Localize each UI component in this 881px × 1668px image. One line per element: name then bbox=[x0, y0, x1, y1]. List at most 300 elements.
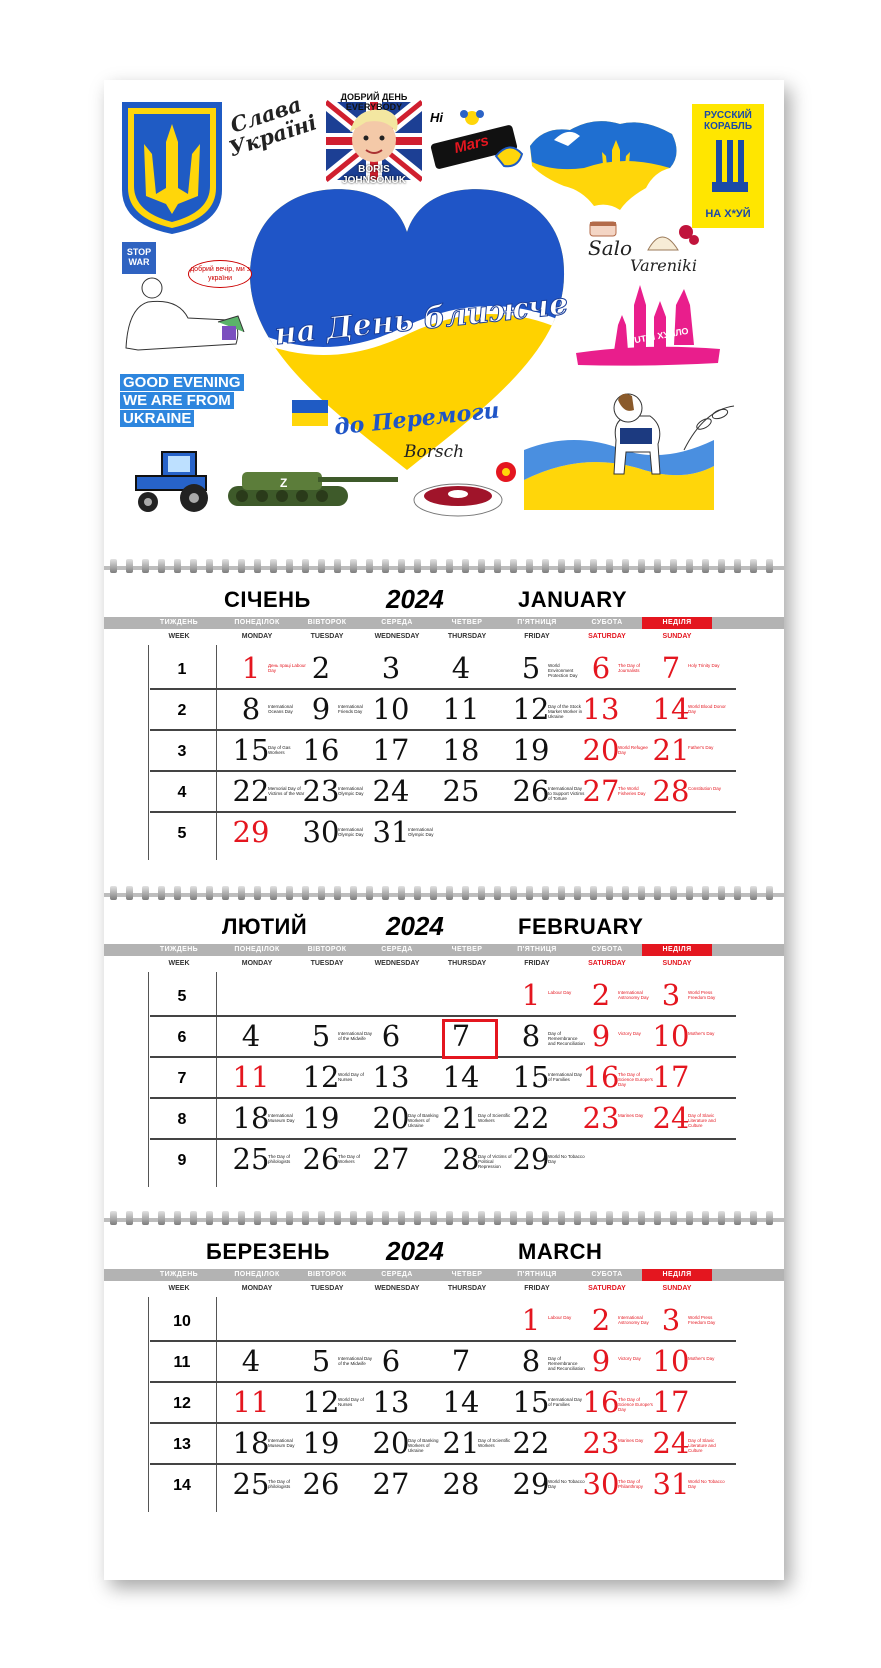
day-note: The Day of Workers bbox=[338, 1154, 361, 1164]
binding-ring-icon bbox=[286, 1211, 293, 1225]
weekday-header-ua: ВІВТОРОК bbox=[307, 619, 347, 626]
weekday-header-en: MONDAY bbox=[241, 633, 273, 640]
day-note: Mother's Day bbox=[688, 1356, 715, 1361]
week-number: 7 bbox=[177, 1070, 187, 1087]
day-cell[interactable]: 21 bbox=[652, 733, 690, 767]
month-name-en: FEBRUARY bbox=[518, 914, 644, 939]
binding-ring-icon bbox=[734, 886, 741, 900]
weekday-header-ua: НЕДІЛЯ bbox=[642, 1269, 712, 1281]
binding-ring-icon bbox=[638, 559, 645, 573]
day-cell[interactable]: 3 bbox=[661, 1303, 681, 1337]
day-cell[interactable]: 25 bbox=[232, 1467, 270, 1501]
day-cell[interactable]: 20 bbox=[372, 1426, 410, 1460]
day-note: Day of Scientific Workers bbox=[478, 1438, 511, 1448]
day-cell[interactable]: 21 bbox=[442, 1426, 480, 1460]
day-cell[interactable]: 20 bbox=[582, 733, 620, 767]
week-number: 10 bbox=[173, 1313, 191, 1330]
spiral-binding bbox=[104, 886, 784, 900]
weekday-header-en: FRIDAY bbox=[524, 1285, 550, 1292]
binding-ring-icon bbox=[142, 886, 149, 900]
day-cell[interactable]: 6 bbox=[381, 1344, 401, 1378]
binding-ring-icon bbox=[366, 886, 373, 900]
day-cell[interactable]: 12 bbox=[302, 1060, 340, 1094]
binding-ring-icon bbox=[350, 1211, 357, 1225]
row-divider bbox=[150, 1138, 736, 1140]
binding-ring-icon bbox=[110, 1211, 117, 1225]
day-cell[interactable]: 28 bbox=[442, 1142, 480, 1176]
binding-ring-icon bbox=[254, 886, 261, 900]
day-note: World Blood Donor Day bbox=[688, 704, 726, 714]
day-cell[interactable]: 3 bbox=[381, 651, 401, 685]
month-name-ua: СІЧЕНЬ bbox=[224, 587, 311, 612]
binding-ring-icon bbox=[510, 559, 517, 573]
weekday-header-ua: ТИЖДЕНЬ bbox=[159, 946, 199, 953]
weekday-header-ua: П'ЯТНИЦЯ bbox=[517, 1271, 557, 1278]
row-divider bbox=[150, 1463, 736, 1465]
day-note: Marines Day bbox=[618, 1113, 644, 1118]
binding-ring-icon bbox=[446, 1211, 453, 1225]
day-note: International Astronomy Day bbox=[618, 990, 649, 1000]
binding-ring-icon bbox=[270, 1211, 277, 1225]
binding-ring-icon bbox=[414, 1211, 421, 1225]
borsch-sticker bbox=[398, 442, 524, 526]
stop-text: STOP bbox=[126, 247, 152, 257]
day-cell[interactable]: 27 bbox=[372, 1467, 410, 1501]
week-number: 5 bbox=[177, 825, 187, 842]
day-cell[interactable]: 2 bbox=[591, 978, 611, 1012]
binding-ring-icon bbox=[238, 559, 245, 573]
day-cell[interactable]: 26 bbox=[512, 774, 550, 808]
day-cell[interactable]: 25 bbox=[232, 1142, 270, 1176]
day-note: World No Tobacco Day bbox=[548, 1154, 585, 1164]
day-cell[interactable]: 22 bbox=[232, 774, 270, 808]
korabl-line2: КОРАБЛЬ bbox=[703, 121, 753, 132]
leaves-sketch-icon bbox=[674, 400, 744, 460]
binding-ring-icon bbox=[334, 1211, 341, 1225]
row-divider bbox=[150, 1097, 736, 1099]
day-cell[interactable]: 20 bbox=[372, 1101, 410, 1135]
day-cell[interactable]: 26 bbox=[302, 1142, 340, 1176]
weekday-header-en: THURSDAY bbox=[447, 1285, 487, 1292]
binding-ring-icon bbox=[654, 1211, 661, 1225]
binding-ring-icon bbox=[222, 1211, 229, 1225]
day-note: World Press Freedom Day bbox=[688, 1315, 716, 1325]
day-note: World Environment Protection Day bbox=[548, 663, 578, 678]
binding-ring-icon bbox=[462, 559, 469, 573]
binding-ring-icon bbox=[446, 559, 453, 573]
binding-ring-icon bbox=[158, 886, 165, 900]
binding-ring-icon bbox=[462, 1211, 469, 1225]
day-cell[interactable]: 3 bbox=[661, 978, 681, 1012]
binding-ring-icon bbox=[702, 886, 709, 900]
day-cell[interactable]: 13 bbox=[372, 1385, 410, 1419]
weekday-header-en: SUNDAY bbox=[662, 1285, 692, 1292]
month-title-row bbox=[104, 908, 784, 942]
week-number: 14 bbox=[173, 1477, 191, 1494]
heart-top-text: на День ближче bbox=[272, 286, 570, 353]
day-cell[interactable]: 24 bbox=[652, 1426, 690, 1460]
day-cell[interactable]: 12 bbox=[302, 1385, 340, 1419]
binding-ring-icon bbox=[190, 1211, 197, 1225]
day-note: The Day of Philanthropy bbox=[618, 1479, 644, 1489]
day-note: Day of Scientific Workers bbox=[478, 1113, 511, 1123]
day-note: International Oceans Day bbox=[268, 704, 293, 714]
binding-ring-icon bbox=[174, 559, 181, 573]
day-cell[interactable]: 18 bbox=[232, 1101, 270, 1135]
binding-ring-icon bbox=[590, 1211, 597, 1225]
day-cell[interactable]: 5 bbox=[311, 1019, 331, 1053]
day-note: Day of Banking Workers of Ukraine bbox=[408, 1438, 439, 1453]
day-cell[interactable]: 2 bbox=[591, 1303, 611, 1337]
day-cell[interactable]: 13 bbox=[372, 1060, 410, 1094]
binding-ring-icon bbox=[702, 1211, 709, 1225]
binding-ring-icon bbox=[286, 559, 293, 573]
month-panel bbox=[104, 898, 784, 1198]
day-cell[interactable]: 7 bbox=[451, 1019, 471, 1053]
day-cell[interactable]: 14 bbox=[652, 692, 690, 726]
binding-ring-icon bbox=[750, 886, 757, 900]
weekday-header-en: WEEK bbox=[168, 633, 190, 640]
day-cell[interactable]: 29 bbox=[512, 1467, 550, 1501]
day-note: Victory Day bbox=[618, 1356, 641, 1361]
row-divider bbox=[150, 688, 736, 690]
row-divider bbox=[150, 1381, 736, 1383]
day-cell[interactable]: 15 bbox=[232, 733, 270, 767]
day-cell[interactable]: 19 bbox=[302, 1101, 340, 1135]
day-cell[interactable]: 7 bbox=[451, 1344, 471, 1378]
binding-ring-icon bbox=[286, 886, 293, 900]
week-number: 13 bbox=[173, 1436, 191, 1453]
day-cell[interactable]: 8 bbox=[241, 692, 261, 726]
binding-ring-icon bbox=[590, 559, 597, 573]
day-note: Day of Slavic Literature and Culture bbox=[688, 1113, 716, 1128]
day-cell[interactable]: 14 bbox=[442, 1060, 480, 1094]
war-text: WAR bbox=[128, 257, 150, 267]
grid-line-left bbox=[148, 972, 149, 1187]
month-panel bbox=[104, 1223, 784, 1545]
binding-ring-icon bbox=[558, 1211, 565, 1225]
binding-ring-icon bbox=[734, 559, 741, 573]
good-evening-sticker bbox=[120, 374, 266, 428]
day-cell[interactable]: 9 bbox=[311, 692, 331, 726]
binding-ring-icon bbox=[638, 886, 645, 900]
binding-ring-icon bbox=[126, 1211, 133, 1225]
binding-ring-icon bbox=[686, 559, 693, 573]
day-note: International Day of Families bbox=[548, 1397, 583, 1407]
day-cell[interactable]: 5 bbox=[311, 1344, 331, 1378]
weekday-header-en: WEDNESDAY bbox=[374, 633, 420, 640]
day-note: World Refugee Day bbox=[618, 745, 648, 755]
mars-text: Mars bbox=[452, 132, 491, 157]
day-cell[interactable]: 28 bbox=[442, 1467, 480, 1501]
day-cell[interactable]: 6 bbox=[381, 1019, 401, 1053]
day-cell[interactable]: 29 bbox=[232, 815, 270, 849]
binding-ring-icon bbox=[190, 886, 197, 900]
binding-ring-icon bbox=[206, 559, 213, 573]
calendar-header-art bbox=[104, 80, 784, 576]
day-cell[interactable]: 8 bbox=[521, 1344, 541, 1378]
day-note: Labour Day bbox=[548, 1315, 572, 1320]
day-cell[interactable]: 19 bbox=[512, 733, 550, 767]
month-year: 2024 bbox=[386, 911, 444, 941]
vareniki-label: Vareniki bbox=[630, 256, 697, 275]
month-year: 2024 bbox=[386, 584, 444, 614]
day-cell[interactable]: 31 bbox=[372, 815, 410, 849]
weekday-header-ua: ЧЕТВЕР bbox=[451, 1271, 483, 1278]
spiral-binding bbox=[104, 1211, 784, 1225]
binding-ring-icon bbox=[430, 886, 437, 900]
binding-ring-icon bbox=[382, 1211, 389, 1225]
binding-ring-icon bbox=[158, 1211, 165, 1225]
weekday-header-band bbox=[104, 1269, 784, 1281]
row-divider bbox=[150, 811, 736, 813]
day-note: Day of Slavic Literature and Culture bbox=[688, 1438, 716, 1453]
ge-line-2: WE ARE FROM bbox=[120, 392, 234, 409]
binding-ring-icon bbox=[526, 559, 533, 573]
day-cell[interactable]: 29 bbox=[512, 1142, 550, 1176]
day-cell[interactable]: 17 bbox=[372, 733, 410, 767]
binding-ring-icon bbox=[622, 1211, 629, 1225]
ge-line-1: GOOD EVENING bbox=[120, 374, 244, 391]
binding-ring-icon bbox=[174, 886, 181, 900]
day-cell[interactable]: 27 bbox=[372, 1142, 410, 1176]
day-cell[interactable]: 10 bbox=[652, 1019, 690, 1053]
day-note: World Press Freedom Day bbox=[688, 990, 716, 1000]
day-cell[interactable]: 16 bbox=[582, 1060, 620, 1094]
day-cell[interactable]: 16 bbox=[582, 1385, 620, 1419]
binding-ring-icon bbox=[206, 1211, 213, 1225]
day-cell[interactable]: 6 bbox=[591, 651, 611, 685]
weekday-header-en: THURSDAY bbox=[447, 633, 487, 640]
day-cell[interactable]: 8 bbox=[521, 1019, 541, 1053]
day-cell[interactable]: 27 bbox=[582, 774, 620, 808]
weekday-header-ua: П'ЯТНИЦЯ bbox=[517, 619, 557, 626]
boris-top-text: ДОБРИЙ ДЕНЬ EVERYBODY bbox=[340, 92, 408, 112]
binding-ring-icon bbox=[766, 1211, 773, 1225]
day-cell[interactable]: 15 bbox=[512, 1385, 550, 1419]
binding-ring-icon bbox=[366, 1211, 373, 1225]
korabl-line1: РУССКИЙ bbox=[704, 110, 752, 121]
day-note: International Museum Day bbox=[268, 1438, 295, 1448]
day-note: Day of Remembrance and Reconciliation bbox=[548, 1031, 585, 1046]
weekday-header-en: SATURDAY bbox=[588, 633, 626, 640]
day-cell[interactable]: 18 bbox=[232, 1426, 270, 1460]
week-number: 3 bbox=[177, 743, 187, 760]
weekday-header-ua: СЕРЕДА bbox=[381, 1271, 413, 1278]
day-note: World No Tobacco Day bbox=[548, 1479, 585, 1489]
binding-ring-icon bbox=[558, 559, 565, 573]
day-note: Holy Trinity Day bbox=[688, 663, 720, 668]
binding-ring-icon bbox=[430, 559, 437, 573]
binding-ring-icon bbox=[606, 559, 613, 573]
binding-ring-icon bbox=[222, 559, 229, 573]
weekday-header-en: MONDAY bbox=[241, 960, 273, 967]
mars-sticker bbox=[426, 110, 526, 170]
binding-ring-icon bbox=[270, 886, 277, 900]
binding-ring-icon bbox=[622, 559, 629, 573]
week-number: 8 bbox=[177, 1111, 187, 1128]
weekday-header-en: TUESDAY bbox=[310, 633, 344, 640]
day-cell[interactable]: 12 bbox=[512, 692, 550, 726]
weekday-header-en: THURSDAY bbox=[447, 960, 487, 967]
grid-line-left bbox=[148, 1297, 149, 1512]
row-divider bbox=[150, 729, 736, 731]
binding-ring-icon bbox=[574, 1211, 581, 1225]
day-cell[interactable]: 1 bbox=[521, 1303, 541, 1337]
day-cell[interactable]: 1 bbox=[241, 651, 261, 685]
day-cell[interactable]: 14 bbox=[442, 1385, 480, 1419]
trident-shield-icon bbox=[118, 98, 226, 236]
binding-ring-icon bbox=[718, 886, 725, 900]
day-cell[interactable]: 17 bbox=[652, 1060, 690, 1094]
day-cell[interactable]: 18 bbox=[442, 733, 480, 767]
binding-ring-icon bbox=[174, 1211, 181, 1225]
putin-text: PUTIN ХУЙЛО bbox=[627, 325, 690, 347]
day-cell[interactable]: 5 bbox=[521, 651, 541, 685]
day-cell[interactable]: 30 bbox=[582, 1467, 620, 1501]
weekday-header-ua: ВІВТОРОК bbox=[307, 1271, 347, 1278]
binding-ring-icon bbox=[606, 886, 613, 900]
day-note: The Day of philologists bbox=[268, 1154, 291, 1164]
day-cell[interactable]: 28 bbox=[652, 774, 690, 808]
kremlin-icon bbox=[574, 275, 724, 370]
binding-ring-icon bbox=[238, 886, 245, 900]
weekday-header-band bbox=[104, 617, 784, 629]
weekday-header-en: WEDNESDAY bbox=[374, 1285, 420, 1292]
speech-bubble: добрий вечір, ми з україни bbox=[188, 260, 252, 288]
day-cell[interactable]: 15 bbox=[512, 1060, 550, 1094]
binding-ring-icon bbox=[526, 1211, 533, 1225]
today-highlight bbox=[442, 1019, 498, 1059]
weekday-header-en: FRIDAY bbox=[524, 633, 550, 640]
binding-ring-icon bbox=[142, 1211, 149, 1225]
salo-icon bbox=[588, 218, 618, 238]
binding-ring-icon bbox=[302, 1211, 309, 1225]
row-divider bbox=[150, 1015, 736, 1017]
binding-ring-icon bbox=[142, 559, 149, 573]
weekday-header-ua: СЕРЕДА bbox=[381, 619, 413, 626]
day-cell[interactable]: 17 bbox=[652, 1385, 690, 1419]
binding-ring-icon bbox=[270, 559, 277, 573]
day-cell[interactable]: 9 bbox=[591, 1019, 611, 1053]
binding-ring-icon bbox=[622, 886, 629, 900]
binding-ring-icon bbox=[542, 1211, 549, 1225]
day-note: World Day of Nurses bbox=[338, 1072, 364, 1082]
binding-ring-icon bbox=[110, 886, 117, 900]
weekday-header-ua: СЕРЕДА bbox=[381, 946, 413, 953]
vareniki-icon bbox=[644, 220, 700, 260]
day-cell[interactable]: 24 bbox=[372, 774, 410, 808]
day-cell[interactable]: 30 bbox=[302, 815, 340, 849]
day-cell[interactable]: 23 bbox=[582, 1101, 620, 1135]
binding-ring-icon bbox=[222, 886, 229, 900]
day-cell[interactable]: 9 bbox=[591, 1344, 611, 1378]
kremlin-sticker bbox=[574, 275, 724, 370]
day-cell[interactable]: 10 bbox=[372, 692, 410, 726]
binding-ring-icon bbox=[702, 559, 709, 573]
heart-banner bbox=[242, 180, 572, 475]
weekday-header-ua: ЧЕТВЕР bbox=[451, 946, 483, 953]
binding-ring-icon bbox=[238, 1211, 245, 1225]
day-cell[interactable]: 4 bbox=[451, 651, 471, 685]
binding-ring-icon bbox=[686, 1211, 693, 1225]
day-cell[interactable]: 22 bbox=[512, 1426, 550, 1460]
binding-ring-icon bbox=[750, 559, 757, 573]
binding-ring-icon bbox=[734, 1211, 741, 1225]
day-cell[interactable]: 16 bbox=[302, 733, 340, 767]
day-cell[interactable]: 21 bbox=[442, 1101, 480, 1135]
day-cell[interactable]: 10 bbox=[652, 1344, 690, 1378]
binding-ring-icon bbox=[542, 559, 549, 573]
binding-ring-icon bbox=[718, 559, 725, 573]
day-cell[interactable]: 19 bbox=[302, 1426, 340, 1460]
binding-ring-icon bbox=[542, 886, 549, 900]
day-cell[interactable]: 31 bbox=[652, 1467, 690, 1501]
weekday-header-en: WEDNESDAY bbox=[374, 960, 420, 967]
day-note: The Day of philologists bbox=[268, 1479, 291, 1489]
day-cell[interactable]: 1 bbox=[521, 978, 541, 1012]
tank-icon bbox=[222, 454, 398, 514]
russian-warship-sticker bbox=[692, 104, 764, 228]
binding-ring-icon bbox=[574, 886, 581, 900]
spiral-binding bbox=[104, 559, 784, 573]
day-note: Day of Banking Workers of Ukraine bbox=[408, 1113, 439, 1128]
day-cell[interactable]: 26 bbox=[302, 1467, 340, 1501]
binding-ring-icon bbox=[318, 559, 325, 573]
hi-text: Hi bbox=[430, 110, 443, 125]
day-cell[interactable]: 23 bbox=[302, 774, 340, 808]
weekday-header-ua: ПОНЕДІЛОК bbox=[234, 619, 280, 626]
day-cell[interactable]: 13 bbox=[582, 692, 620, 726]
day-cell[interactable]: 2 bbox=[311, 651, 331, 685]
weekday-header-en: SATURDAY bbox=[588, 960, 626, 967]
binding-ring-icon bbox=[446, 886, 453, 900]
day-cell[interactable]: 11 bbox=[232, 1385, 270, 1419]
binding-ring-icon bbox=[430, 1211, 437, 1225]
day-cell[interactable]: 23 bbox=[582, 1426, 620, 1460]
binding-ring-icon bbox=[590, 886, 597, 900]
binding-ring-icon bbox=[350, 886, 357, 900]
tractor-icon bbox=[128, 442, 218, 514]
binding-ring-icon bbox=[414, 886, 421, 900]
day-cell[interactable]: 7 bbox=[661, 651, 681, 685]
week-number: 5 bbox=[177, 988, 187, 1005]
week-number: 11 bbox=[173, 1354, 191, 1371]
weekday-header-en: WEEK bbox=[168, 960, 190, 967]
weekday-header-ua: ВІВТОРОК bbox=[307, 946, 347, 953]
day-cell[interactable]: 22 bbox=[512, 1101, 550, 1135]
day-cell[interactable]: 4 bbox=[241, 1344, 261, 1378]
day-cell[interactable]: 11 bbox=[442, 692, 480, 726]
weekday-header-ua: СУБОТА bbox=[591, 946, 623, 953]
binding-ring-icon bbox=[478, 559, 485, 573]
day-cell[interactable]: 11 bbox=[232, 1060, 270, 1094]
day-note: Marines Day bbox=[618, 1438, 644, 1443]
binding-ring-icon bbox=[398, 559, 405, 573]
salo-label: Salo bbox=[588, 236, 633, 260]
day-cell[interactable]: 4 bbox=[241, 1019, 261, 1053]
binding-ring-icon bbox=[654, 559, 661, 573]
day-cell[interactable]: 24 bbox=[652, 1101, 690, 1135]
binding-ring-icon bbox=[382, 559, 389, 573]
grid-line-week bbox=[216, 645, 217, 860]
day-cell[interactable]: 25 bbox=[442, 774, 480, 808]
row-divider bbox=[150, 1422, 736, 1424]
weekday-header-ua: СУБОТА bbox=[591, 619, 623, 626]
weekday-header-ua: П'ЯТНИЦЯ bbox=[517, 946, 557, 953]
day-note: International Friends Day bbox=[338, 704, 363, 714]
binding-ring-icon bbox=[366, 559, 373, 573]
